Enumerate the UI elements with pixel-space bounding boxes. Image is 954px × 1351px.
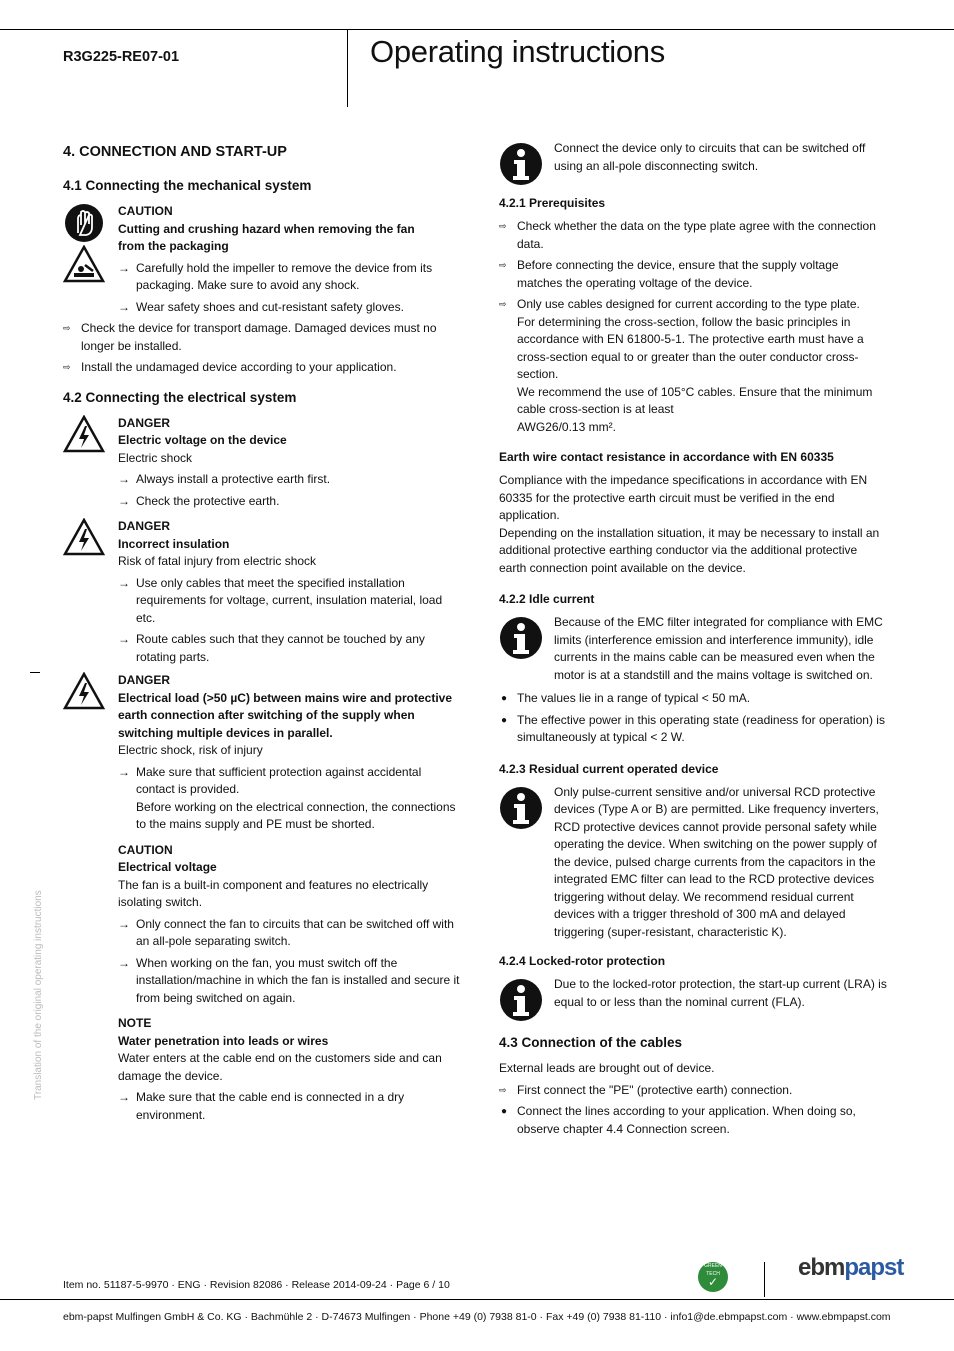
bullet-item <box>499 218 887 253</box>
arrow-item <box>118 493 463 511</box>
bullet-text: Only use cables designed for current according to the type plate. <box>517 297 860 311</box>
danger-text: Electric shock <box>118 450 193 465</box>
bullet-item <box>499 1103 887 1138</box>
danger-block-voltage <box>63 415 463 511</box>
info-text: Because of the EMC filter integrated for compliance with EMC limits (interference emission and interference immunity), idle currents in the mains cable can be measured even when the motor is at a standstill and the mains voltage is switched on. <box>554 615 883 682</box>
earth-paragraph-1: Compliance with the impedance specifications in accordance with EN 60335 for the protective earth circuit must be verified in the end application. <box>499 473 868 522</box>
note-block-water <box>63 1015 463 1124</box>
bullet-marker: ⇨ <box>499 260 507 270</box>
subsection-4-2-4-title: 4.2.4 Locked-rotor protection <box>499 954 666 968</box>
note-label: NOTE <box>118 1016 152 1030</box>
arrow-item <box>118 631 463 666</box>
cables-paragraph: External leads are brought out of device. <box>499 1061 715 1075</box>
earth-resistance-title: Earth wire contact resistance in accordance with EN 60335 <box>499 450 834 464</box>
bullet-item <box>499 690 887 708</box>
bullet-text: Install the undamaged device according to your application. <box>81 360 397 374</box>
info-block-locked-rotor <box>499 976 887 1020</box>
note-text: Water enters at the cable end on the customers side and can damage the device. <box>118 1051 442 1083</box>
danger-subtitle: Electric voltage on the device <box>118 433 287 447</box>
danger-label: DANGER <box>118 673 171 687</box>
bullet-text: The effective power in this operating state (readiness for operation) is simultaneously at typical < 2 W. <box>517 712 885 744</box>
info-block-idle-current <box>499 614 887 684</box>
header-divider <box>347 29 348 107</box>
subsection-4-2-2-title: 4.2.2 Idle current <box>499 592 595 606</box>
bullet-marker: ⇨ <box>499 221 507 231</box>
bullet-text: First connect the "PE" (protective earth) connection. <box>517 1082 793 1097</box>
arrow-marker: → <box>118 1090 130 1104</box>
info-icon <box>499 786 543 830</box>
bullet-item <box>499 257 887 292</box>
subsection-4-2-title: 4.2 Connecting the electrical system <box>63 389 297 405</box>
crushing-hazard-icon <box>63 245 105 283</box>
arrow-item <box>118 260 463 295</box>
arrow-marker: → <box>118 916 130 931</box>
arrow-item <box>118 471 463 489</box>
caution-block-voltage <box>63 842 463 1008</box>
arrow-marker: → <box>118 299 130 314</box>
arrow-marker: → <box>118 472 130 486</box>
danger-text: Electric shock, risk of injury <box>118 743 263 757</box>
danger-text: Risk of fatal injury from electric shock <box>118 554 317 568</box>
arrow-text: Carefully hold the impeller to remove the device from its packaging. Make sure to avoid any shock. <box>136 260 433 292</box>
bullet-text: Check the device for transport damage. Damaged devices must no longer be installed. <box>81 321 437 353</box>
bullet-text: Connect the lines according to your application. When doing so, observe chapter 4.4 Connection screen. <box>517 1104 856 1136</box>
arrow-item <box>118 916 463 951</box>
arrow-marker: → <box>118 575 130 590</box>
arrow-marker: → <box>118 764 130 779</box>
bullet-text: Before connecting the device, ensure that the supply voltage matches the operating voltage of the device. <box>517 258 839 290</box>
arrow-marker: → <box>118 493 130 508</box>
danger-subtitle: Electrical load (>50 µC) between mains wire and protective earth connection after switching of the supply when switching multiple devices in parallel. <box>118 690 453 740</box>
footer-divider <box>764 1262 765 1297</box>
info-text: Connect the device only to circuits that can be switched off using an all-pole disconnecting switch. <box>554 141 866 173</box>
bullet-item <box>499 712 887 747</box>
danger-subtitle: Incorrect insulation <box>118 536 230 551</box>
danger-label: DANGER <box>118 415 171 430</box>
fold-mark <box>30 672 40 673</box>
bullet-text-continued: For determining the cross-section, follow the basic principles in accordance with EN 61800-5-1. The protective earth must have a cross-section equal to or greater than the outer conductor cross-section. <box>517 314 864 381</box>
subsection-4-2-3-title: 4.2.3 Residual current operated device <box>499 761 719 776</box>
side-note: Translation of the original operating instructions <box>33 890 44 1100</box>
arrow-text: Make sure that sufficient protection against accidental contact is provided. <box>136 764 422 796</box>
caution-subtitle: Cutting and crushing hazard when removing the fan from the packaging <box>118 221 415 253</box>
bullet-marker: ⇨ <box>499 299 507 309</box>
arrow-text-continued: Before working on the electrical connection, the connections to the mains supply and PE must be shorted. <box>136 799 456 831</box>
info-icon <box>499 978 543 1022</box>
footer-item-info: Item no. 51187-5-9970 · ENG · Revision 82086 · Release 2014-09-24 · Page 6 / 10 <box>63 1279 450 1291</box>
arrow-item <box>118 299 463 317</box>
caution-subtitle: Electrical voltage <box>118 860 217 874</box>
arrow-item <box>118 575 463 628</box>
bullet-text-continued: AWG26/0.13 mm². <box>517 419 616 434</box>
dot-marker: ● <box>501 693 508 704</box>
bullet-text: Check whether the data on the type plate agree with the connection data. <box>517 219 876 251</box>
arrow-item <box>118 955 463 1008</box>
info-block-disconnect <box>499 140 887 184</box>
logo-part-ebm: ebm <box>798 1254 845 1281</box>
subsection-4-3-title: 4.3 Connection of the cables <box>499 1035 683 1050</box>
arrow-item <box>118 764 463 834</box>
info-text: Due to the locked-rotor protection, the start-up current (LRA) is equal to or less than the nominal current (FLA). <box>554 977 887 1009</box>
danger-block-insulation <box>63 518 463 666</box>
bullet-text-continued: We recommend the use of 105°C cables. Ensure that the minimum cable cross-section is at least <box>517 384 873 416</box>
arrow-text: Only connect the fan to circuits that can be switched off with an all-pole separating switch. <box>136 916 454 948</box>
info-icon <box>499 616 543 660</box>
arrow-text: Check the protective earth. <box>136 493 280 508</box>
info-text: Only pulse-current sensitive and/or universal RCD protective devices (Type A or B) are permitted. Like frequency inverters, RCD protective devices cannot provide personal safety while operating the device. When switching on the power supply of the device, pulsed charge currents from the capacitors in the integrated EMC filter can lead to the RCD protective devices triggering without delay. We recommend residual current devices with a trigger threshold of 300 mA and delayed triggering (super-resistant, characteristic K). <box>554 784 879 939</box>
bullet-marker: ⇨ <box>499 1084 507 1095</box>
bullet-item <box>63 320 463 355</box>
bullet-text: The values lie in a range of typical < 50 mA. <box>517 691 751 705</box>
dot-marker: ● <box>501 714 508 726</box>
arrow-text: Use only cables that meet the specified installation requirements for voltage, current, insulation material, load etc. <box>136 575 443 625</box>
arrow-item <box>118 1089 463 1124</box>
danger-label: DANGER <box>118 519 171 533</box>
arrow-marker: → <box>118 632 130 646</box>
bullet-item <box>63 359 463 377</box>
note-subtitle: Water penetration into leads or wires <box>118 1033 329 1048</box>
model-number: R3G225-RE07-01 <box>63 49 180 65</box>
footer-company: ebm-papst Mulfingen GmbH & Co. KG · Bachmühle 2 · D-74673 Mulfingen · Phone +49 (0) 7938 81-0 · Fax +49 (0) 7938 81-110 · info1@de.ebmpapst.com · www.ebmpapst.com <box>63 1311 891 1323</box>
high-voltage-warning-icon <box>63 415 105 453</box>
bullet-marker: ⇨ <box>63 323 71 333</box>
arrow-marker: → <box>118 955 130 970</box>
section-heading: 4. CONNECTION AND START-UP <box>63 144 287 160</box>
arrow-text: Always install a protective earth first. <box>136 472 331 486</box>
arrow-text: Route cables such that they cannot be touched by any rotating parts. <box>136 632 425 664</box>
dot-marker: ● <box>501 1106 508 1117</box>
ebmpapst-logo <box>798 1254 904 1281</box>
bullet-marker: ⇨ <box>63 362 71 372</box>
green-tech-badge <box>698 1262 728 1292</box>
header-top-rule <box>0 29 954 30</box>
arrow-marker: → <box>118 260 130 275</box>
right-column <box>499 140 887 1138</box>
check-icon: ✓ <box>707 1275 719 1289</box>
page-title: Operating instructions <box>370 34 665 69</box>
arrow-text: Wear safety shoes and cut-resistant safety gloves. <box>136 299 404 314</box>
caution-label: CAUTION <box>118 204 173 218</box>
footer-rule <box>0 1299 954 1300</box>
high-voltage-warning-icon <box>63 518 105 556</box>
bullet-item <box>499 1082 887 1100</box>
gloves-icon <box>63 203 105 243</box>
danger-block-electrical-load <box>63 672 463 834</box>
caution-text: The fan is a built-in component and features no electrically isolating switch. <box>118 877 429 909</box>
subsection-4-2-1-title: 4.2.1 Prerequisites <box>499 196 606 210</box>
logo-part-papst: papst <box>844 1254 904 1281</box>
caution-block-mechanical <box>63 203 463 316</box>
arrow-text: Make sure that the cable end is connected in a dry environment. <box>136 1090 405 1122</box>
green-tech-label: GREEN TECH <box>704 1263 722 1277</box>
bullet-item <box>499 296 887 436</box>
left-column <box>63 142 463 1128</box>
info-icon <box>499 142 543 186</box>
earth-paragraph-2: Depending on the installation situation, it may be necessary to install an additional protective earthing conductor via the additional protective earth connection point available on the device. <box>499 525 880 575</box>
high-voltage-warning-icon <box>63 672 105 710</box>
arrow-text: When working on the fan, you must switch off the installation/machine in which the fan is installed and secure it from being switched on again. <box>136 955 460 1005</box>
caution-label: CAUTION <box>118 842 173 857</box>
subsection-4-1-title: 4.1 Connecting the mechanical system <box>63 178 312 193</box>
info-block-rcd <box>499 784 887 942</box>
